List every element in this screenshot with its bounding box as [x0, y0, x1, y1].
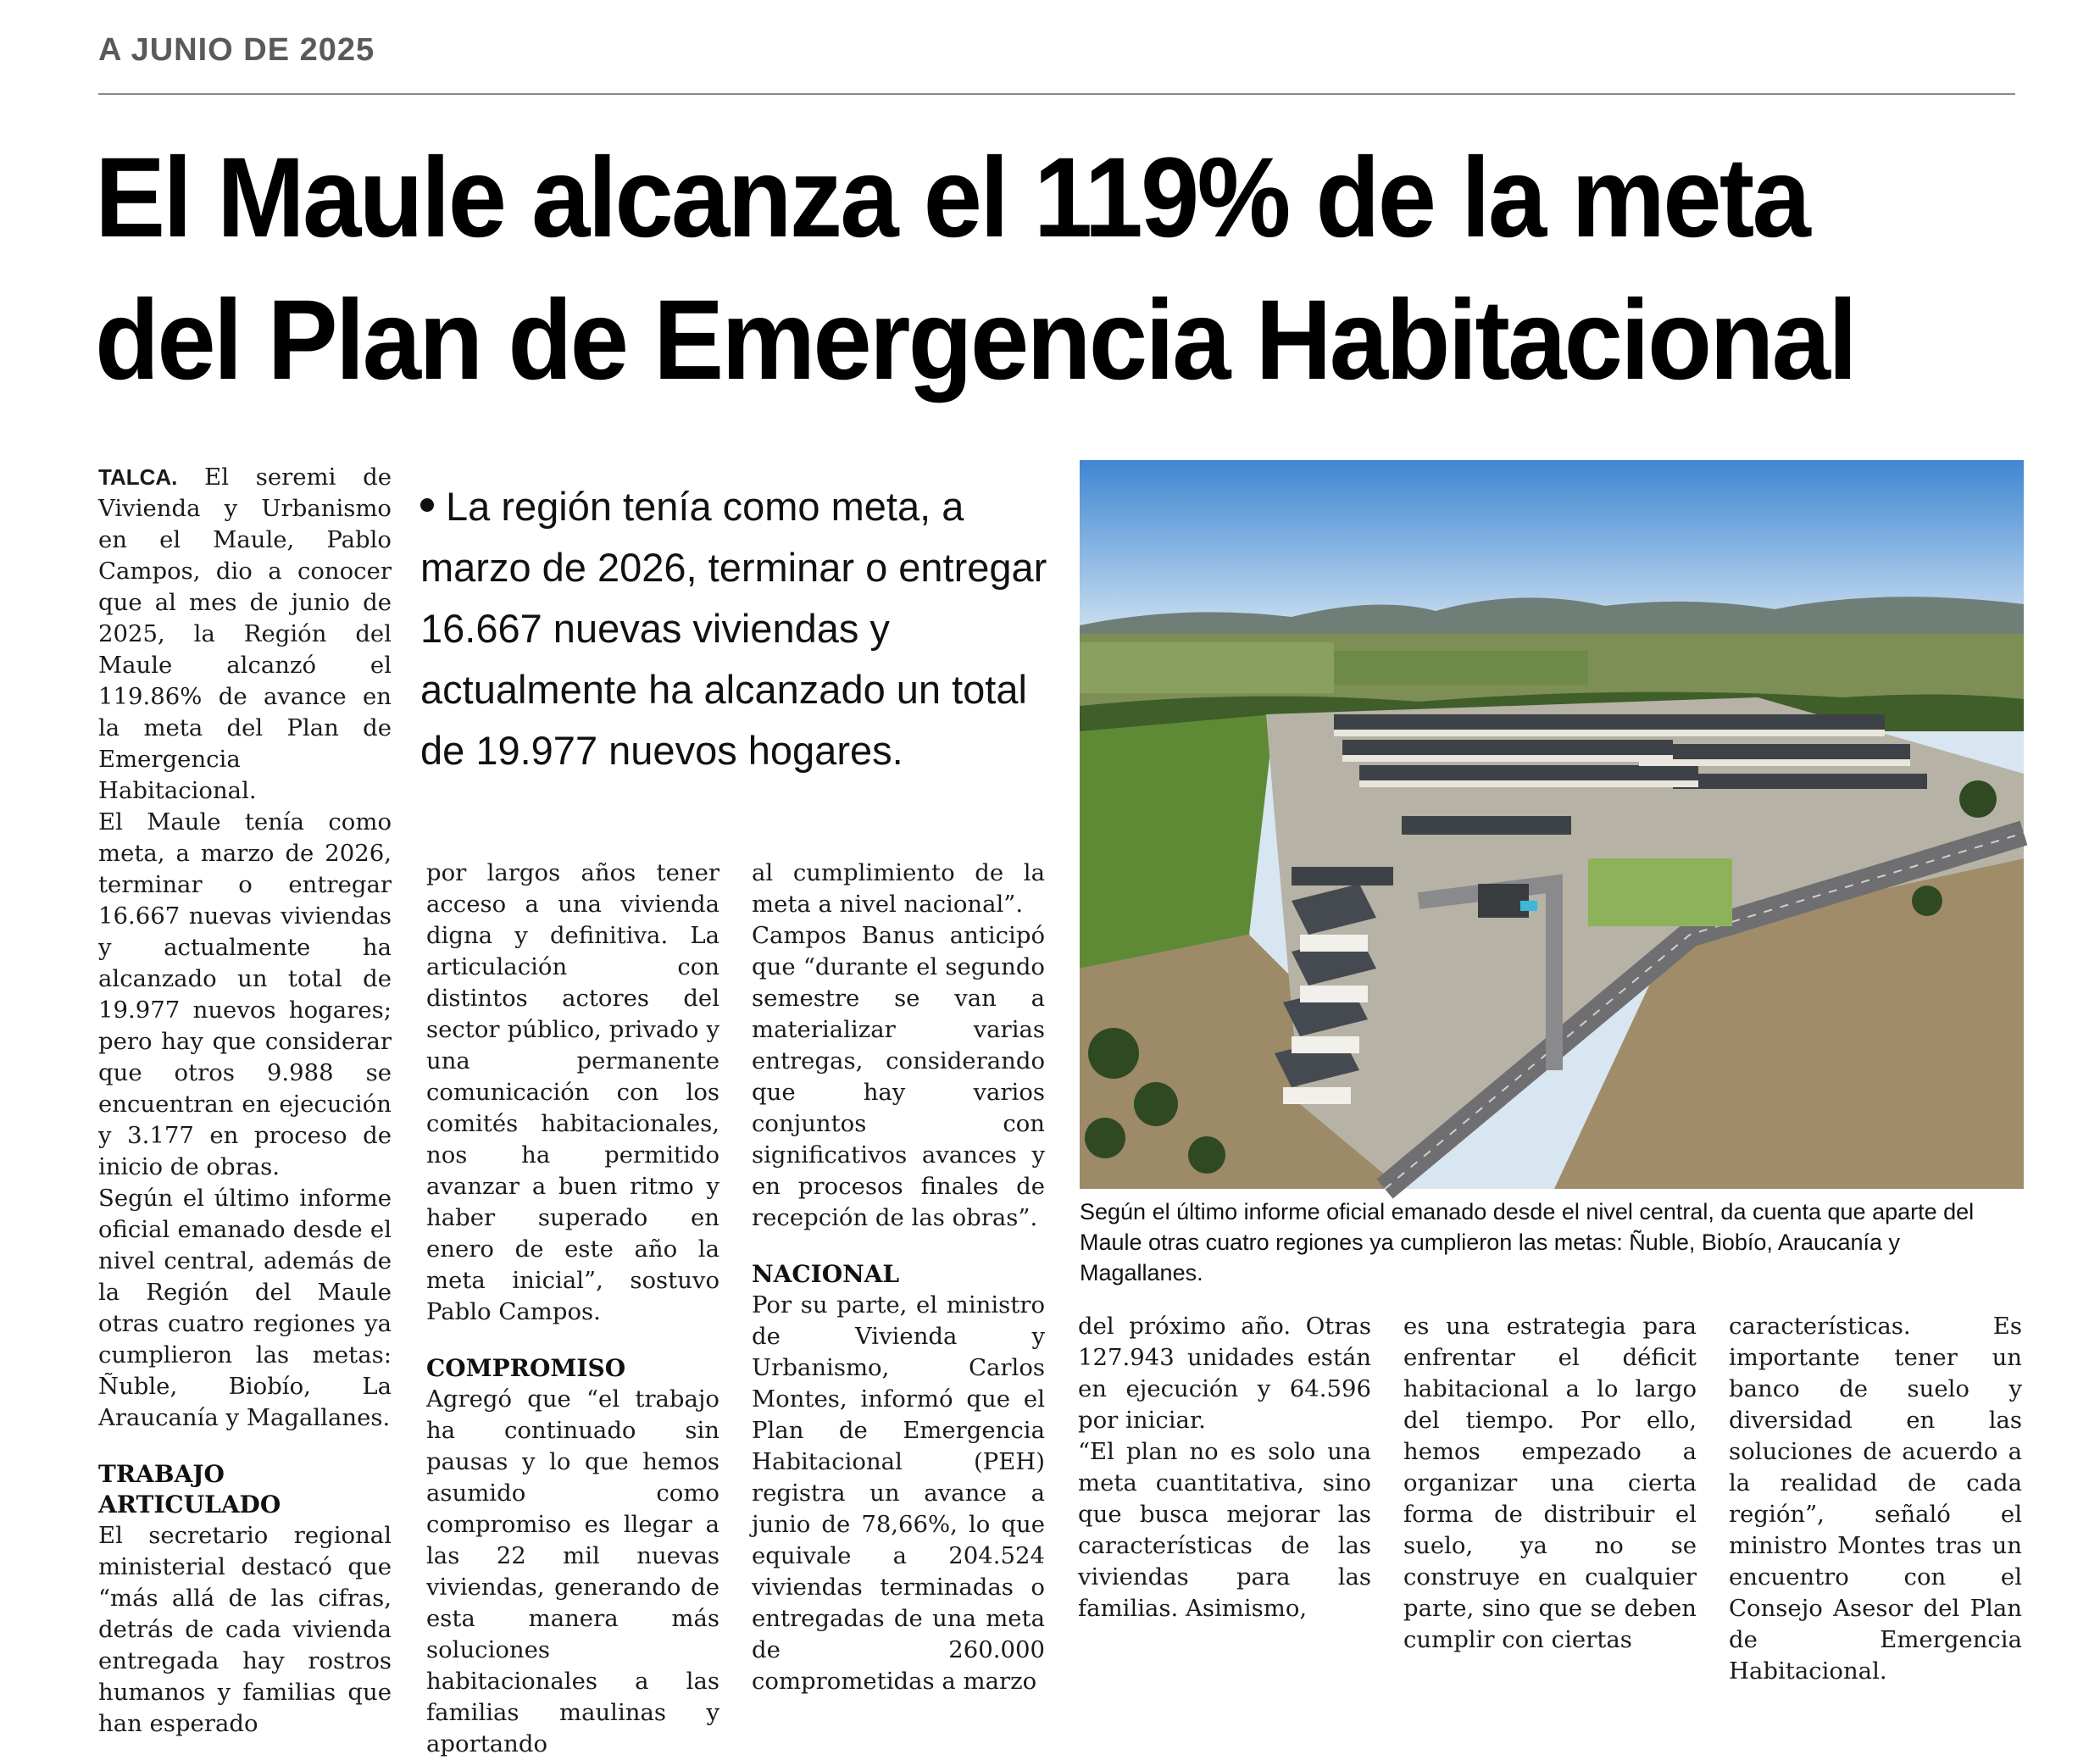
article-column-6 [1729, 1311, 2022, 1687]
header-rule [98, 93, 2015, 95]
subheading: TRABAJO ARTICULADO [98, 1460, 281, 1518]
subheading: COMPROMISO [426, 1354, 626, 1382]
paragraph: Agregó que “el trabajo ha continuado sin pausas y lo que hemos asumido como compromiso es llegar a las 22 mil nuevas viviendas, generando de esta manera más soluciones habitacionales a las familias maulinas y aportando [426, 1385, 719, 1757]
headline-line-1: El Maule alcanza el 119% de la meta [95, 135, 1808, 261]
paragraph: “El plan no es solo una meta cuantitativa, sino que busca mejorar las características de las viviendas para las familias. Asimismo, [1078, 1438, 1371, 1622]
paragraph: El secretario regional ministerial destacó que “más allá de las cifras, detrás de cada vivienda entregada hay rostros humanos y familias que han esperado [98, 1522, 392, 1737]
photo-caption: Según el último informe oficial emanado desde el nivel central, da cuenta que aparte del Maule otras cuatro regiones ya cumplieron las metas: Ñuble, Biobío, Araucanía y Magallanes. [1080, 1199, 1975, 1285]
article-column-5 [1403, 1311, 1697, 1656]
headline-line-2: del Plan de Emergencia Habitacional [95, 277, 1855, 403]
paragraph: características. Es importante tener un banco de suelo y diversidad en las soluciones de acuerdo a la realidad de cada región”, señaló el ministro Montes tras un encuentro con el Consejo Asesor del Plan de Emergencia Habitacional. [1729, 1313, 2022, 1685]
paragraph: es una estrategia para enfrentar el déficit habitacional a lo largo del tiempo. Por ello, hemos empezado a organizar una cierta forma de distribuir el suelo, ya no se construye en cualquier parte, sino que se deben cumplir con ciertas [1403, 1313, 1697, 1653]
pull-quote [420, 476, 1047, 781]
subheading: NACIONAL [752, 1260, 900, 1288]
dateline: TALCA. [98, 464, 178, 490]
aerial-photo [1080, 460, 2024, 1189]
paragraph: del próximo año. Otras 127.943 unidades están en ejecución y 64.596 por iniciar. [1078, 1313, 1371, 1434]
paragraph: Por su parte, el ministro de Vivienda y Urbanismo, Carlos Montes, informó que el Plan de Emergencia Habitacional (PEH) registra un avance a junio de 78,66%, lo que equivale a 204.524 viviendas terminadas o entregadas de una meta de 260.000 comprometidas a marzo [752, 1291, 1045, 1695]
bullet-icon [420, 498, 434, 512]
headline [95, 127, 1900, 412]
paragraph: Según el último informe oficial emanado desde el nivel central, además de la Región del Maule otras cuatro regiones ya cumplieron las metas: Ñuble, Biobío, La Araucanía y Magallanes. [98, 1185, 392, 1431]
paragraph: El Maule tenía como meta, a marzo de 2026, terminar o entregar 16.667 nuevas viviendas y actualmente ha alcanzado un total de 19.977 nuevos hogares; pero hay que considerar que otros 9.988 se encuentran en ejecución y 3.177 en proceso de inicio de obras. [98, 808, 392, 1180]
article-column-3 [752, 858, 1045, 1697]
article-column-4 [1078, 1311, 1371, 1624]
paragraph: Campos Banus anticipó que “durante el segundo semestre se van a materializar varias entregas, considerando que hay varios conjuntos con significativos avances y en procesos finales de recepción de las obras”. [752, 922, 1045, 1231]
article-column-1 [98, 462, 392, 1740]
section-kicker: A JUNIO DE 2025 [98, 32, 375, 68]
aerial-photo-illustration [1080, 460, 2024, 1189]
paragraph-text: El seremi de Vivienda y Urbanismo en el Maule, Pablo Campos, dio a conocer que al mes de junio de 2025, la Región del Maule alcanzó el 119.86% de avance en la meta del Plan de Emergencia Habitacional. [98, 464, 392, 804]
article-column-2 [426, 858, 719, 1760]
paragraph [98, 462, 392, 807]
paragraph: al cumplimiento de la meta a nivel nacional”. [752, 859, 1045, 918]
paragraph: por largos años tener acceso a una vivienda digna y definitiva. La articulación con distintos actores del sector público, privado y una permanente comunicación con los comités habitacionales, nos ha permitido avanzar a buen ritmo y haber superado en enero de este año la meta inicial”, sostuvo Pablo Campos. [426, 859, 719, 1325]
pull-quote-text: La región tenía como meta, a marzo de 2026, terminar o entregar 16.667 nuevas viviendas y actualmente ha alcanzado un total de 19.977 nuevos hogares. [420, 484, 1047, 773]
